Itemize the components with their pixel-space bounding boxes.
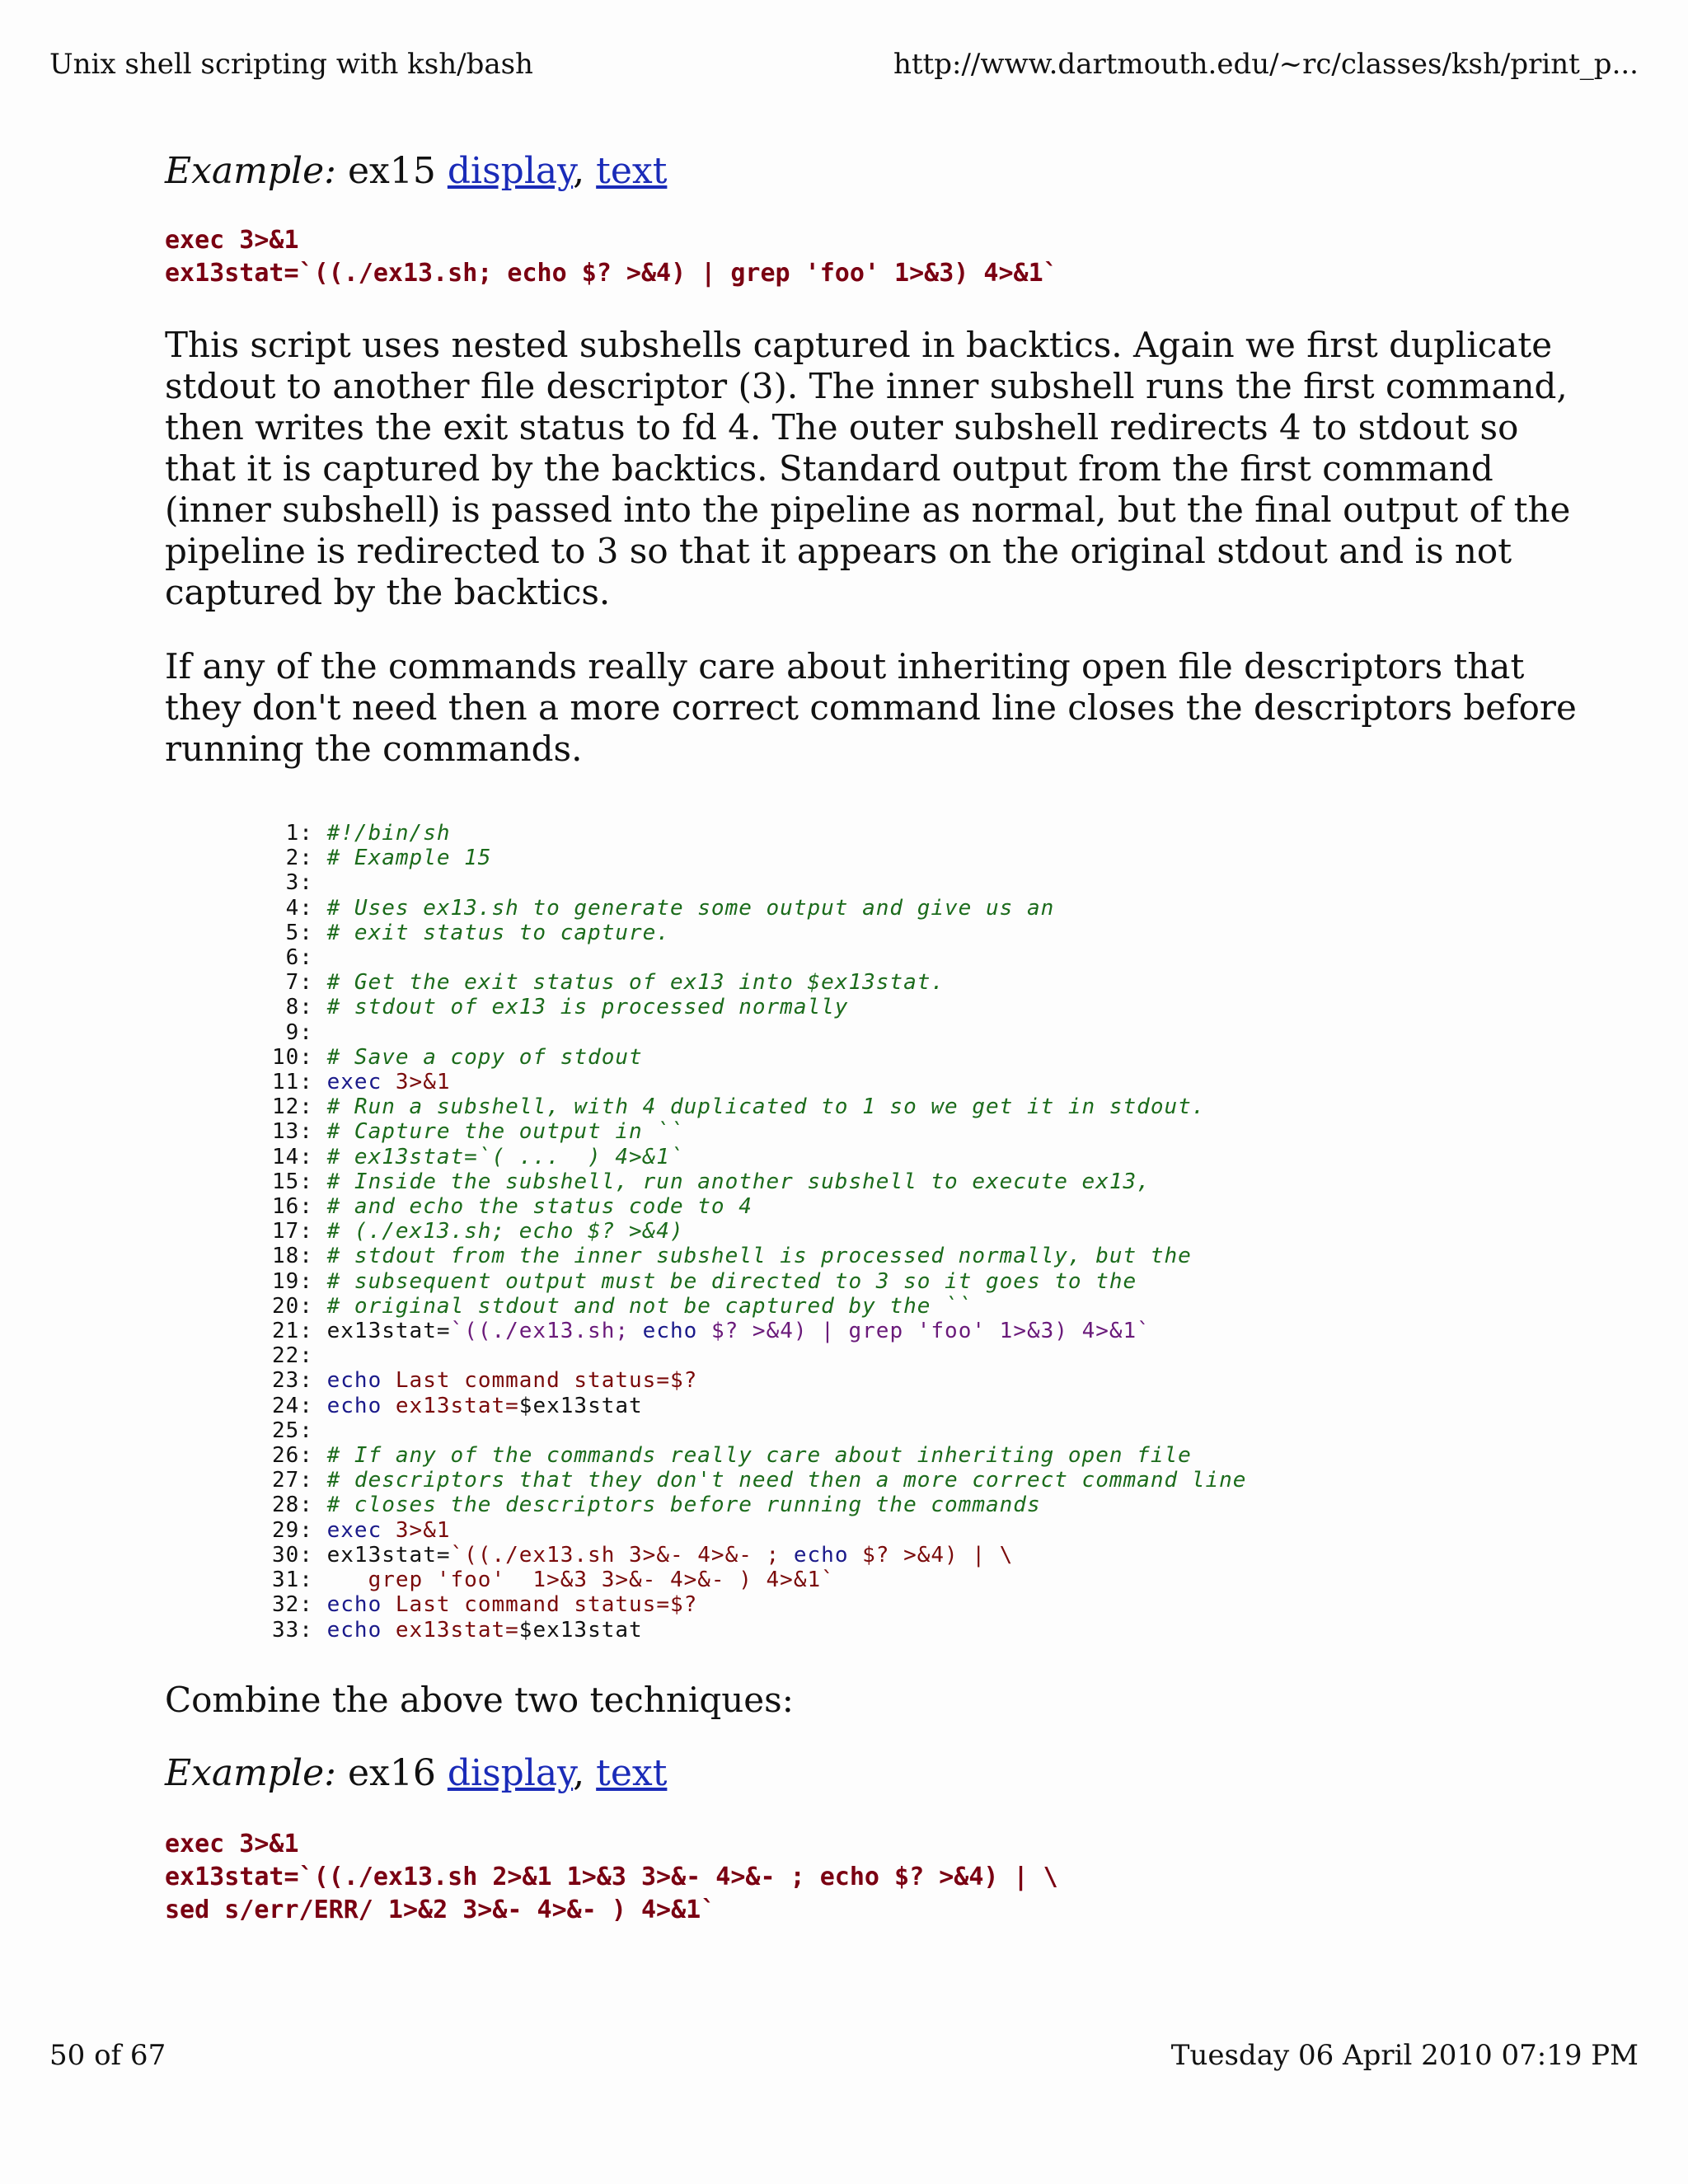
code-token: # subsequent output must be directed to 3 so it goes to the	[326, 1268, 1137, 1294]
code-token: # descriptors that they don't need then a more correct command line	[326, 1468, 1247, 1493]
code-token: grep 'foo' 1>&3 3>&- 4>&- ) 4>&1`	[326, 1568, 835, 1593]
code-token: # Run a subshell, with 4 duplicated to 1 so we get it in stdout.	[326, 1094, 1206, 1120]
code-token: 3>&1	[382, 1517, 451, 1543]
line-number: 30:	[272, 1542, 313, 1568]
code-token: echo	[326, 1617, 382, 1643]
example-name: ex16	[348, 1752, 436, 1794]
code-line	[272, 970, 1246, 995]
code-token: echo	[642, 1319, 698, 1344]
code-token: Last command status=$?	[382, 1592, 698, 1618]
code-token: # and echo the status code to 4	[326, 1194, 753, 1220]
paragraph-nested-subshells: This script uses nested subshells captured in backtics. Again we first duplicate stdout to another file descriptor (3). The inner subshell runs the first command, then writes the exit status to fd 4. The outer subshell redirects 4 to stdout so that it is captured by the backtics. Standard output from the first command (inner subshell) is passed into the pipeline as normal, but the final output of the pipeline is redirected to 3 so that it appears on the original stdout and is not captured by the backtics.	[165, 325, 1571, 612]
display-link[interactable]: display	[447, 1752, 574, 1794]
paragraph-combine: Combine the above two techniques:	[165, 1680, 794, 1720]
example-15-code: exec 3>&1 ex13stat=`((./ex13.sh; echo $? >&4) | grep 'foo' 1>&3) 4>&1`	[165, 226, 1058, 288]
code-line	[272, 1219, 1246, 1244]
code-token: Last command status=$?	[382, 1368, 698, 1394]
text-link[interactable]: text	[596, 150, 668, 192]
line-number: 6:	[272, 945, 313, 971]
code-token: # (./ex13.sh; echo $? >&4)	[326, 1219, 684, 1244]
line-number: 17:	[272, 1219, 313, 1244]
code-token: echo	[793, 1542, 849, 1568]
line-number: 1:	[272, 821, 313, 846]
code-line	[272, 1145, 1246, 1169]
code-token: # closes the descriptors before running the commands	[326, 1493, 1041, 1518]
page-timestamp: Tuesday 06 April 2010 07:19 PM	[1170, 2039, 1639, 2072]
code-line	[272, 945, 1246, 970]
code-token: # exit status to capture.	[326, 920, 670, 945]
line-number: 15:	[272, 1169, 313, 1194]
code-token: # ex13stat=`( ... ) 4>&1`	[326, 1144, 684, 1169]
code-line	[272, 1119, 1246, 1144]
code-token: echo	[326, 1592, 382, 1618]
code-token: echo	[326, 1368, 382, 1394]
line-number: 10:	[272, 1044, 313, 1070]
line-number: 31:	[272, 1568, 313, 1593]
code-token: ex13stat=	[382, 1617, 519, 1643]
code-line	[272, 1269, 1246, 1294]
line-number: 7:	[272, 970, 313, 996]
line-number: 21:	[272, 1319, 313, 1344]
code-line	[272, 1468, 1246, 1493]
line-number: 18:	[272, 1244, 313, 1269]
line-number: 29:	[272, 1517, 313, 1543]
code-line	[272, 1443, 1246, 1468]
code-token: `((./ex13.sh 3>&- 4>&- ;	[450, 1542, 794, 1568]
line-number: 25:	[272, 1418, 313, 1443]
code-token: $? >&4) | \	[848, 1542, 1014, 1568]
line-number: 32:	[272, 1592, 313, 1618]
code-token: #!/bin/sh	[326, 821, 451, 846]
line-number: 24:	[272, 1393, 313, 1418]
page-counter: 50 of 67	[49, 2039, 166, 2072]
code-token: ex13stat=	[382, 1393, 519, 1418]
example-15-line	[165, 150, 1582, 193]
display-link[interactable]: display	[447, 150, 574, 192]
code-token: $? >&4) | grep 'foo' 1>&3) 4>&1`	[697, 1319, 1151, 1344]
line-number: 2:	[272, 846, 313, 871]
code-token: # If any of the commands really care about inheriting open file	[326, 1443, 1192, 1469]
code-token: $ex13stat	[518, 1393, 643, 1418]
text-link[interactable]: text	[596, 1752, 668, 1794]
line-number: 11:	[272, 1070, 313, 1095]
line-number: 8:	[272, 995, 313, 1020]
code-line	[272, 1518, 1246, 1543]
code-token: exec	[326, 1070, 382, 1095]
code-token: # stdout of ex13 is processed normally	[326, 995, 849, 1020]
link-separator: ,	[573, 150, 585, 192]
code-line	[272, 1194, 1246, 1219]
code-line	[272, 1618, 1246, 1643]
code-token: exec	[326, 1517, 382, 1543]
code-line	[272, 1493, 1246, 1517]
code-line	[272, 1543, 1246, 1568]
code-listing	[272, 821, 1246, 1643]
paragraph-closing-descriptors: If any of the commands really care about inheriting open file descriptors that they don't need then a more correct command line closes the descriptors before running the commands.	[165, 646, 1577, 769]
code-token: 3>&1	[382, 1070, 451, 1095]
line-number: 14:	[272, 1144, 313, 1169]
code-line	[272, 1045, 1246, 1070]
code-line	[272, 1020, 1246, 1045]
code-token: `((./ex13.sh;	[450, 1319, 643, 1344]
code-line	[272, 1169, 1246, 1194]
code-line	[272, 821, 1246, 846]
code-token: # Inside the subshell, run another subshell to execute ex13,	[326, 1169, 1151, 1194]
code-line	[272, 1568, 1246, 1592]
line-number: 19:	[272, 1268, 313, 1294]
example-16-line	[165, 1752, 1582, 1795]
code-token: ex13stat=	[326, 1319, 451, 1344]
code-token: # Save a copy of stdout	[326, 1044, 643, 1070]
page-header-url: http://www.dartmouth.edu/~rc/classes/ksh/print_p...	[893, 48, 1639, 81]
line-number: 13:	[272, 1119, 313, 1145]
code-line	[272, 896, 1246, 921]
line-number: 12:	[272, 1094, 313, 1120]
code-token: # Get the exit status of ex13 into $ex13stat.	[326, 970, 945, 996]
code-line	[272, 1592, 1246, 1617]
line-number: 16:	[272, 1194, 313, 1220]
line-number: 9:	[272, 1019, 313, 1045]
line-number: 22:	[272, 1343, 313, 1369]
code-line	[272, 921, 1246, 945]
line-number: 33:	[272, 1617, 313, 1643]
code-token: # stdout from the inner subshell is processed normally, but the	[326, 1244, 1192, 1269]
code-token: # original stdout and not be captured by the ``	[326, 1293, 973, 1319]
example-label: Example:	[165, 1752, 336, 1794]
code-line	[272, 1070, 1246, 1094]
code-token: # Uses ex13.sh to generate some output and give us an	[326, 895, 1055, 921]
code-line	[272, 1343, 1246, 1368]
code-line	[272, 1094, 1246, 1119]
code-line	[272, 995, 1246, 1019]
line-number: 28:	[272, 1493, 313, 1518]
code-line	[272, 1394, 1246, 1418]
code-line	[272, 1294, 1246, 1319]
link-separator: ,	[573, 1752, 585, 1794]
line-number: 26:	[272, 1443, 313, 1469]
code-token: ex13stat=	[326, 1542, 451, 1568]
code-token: # Capture the output in ``	[326, 1119, 684, 1145]
code-line	[272, 870, 1246, 895]
code-line	[272, 846, 1246, 870]
code-line	[272, 1319, 1246, 1343]
line-number: 5:	[272, 920, 313, 945]
page-header-title: Unix shell scripting with ksh/bash	[49, 48, 533, 81]
line-number: 23:	[272, 1368, 313, 1394]
line-number: 20:	[272, 1293, 313, 1319]
line-number: 4:	[272, 895, 313, 921]
line-number: 3:	[272, 870, 313, 896]
code-token: # Example 15	[326, 846, 492, 871]
example-16-code: exec 3>&1 ex13stat=`((./ex13.sh 2>&1 1>&3 3>&- 4>&- ; echo $? >&4) | \ sed s/err/ERR/ 1>&2 3>&- 4>&- ) 4>&1`	[165, 1830, 1058, 1924]
example-name: ex15	[348, 150, 436, 192]
example-label: Example:	[165, 150, 336, 192]
code-token: echo	[326, 1393, 382, 1418]
line-number: 27:	[272, 1468, 313, 1493]
code-line	[272, 1368, 1246, 1393]
code-token: $ex13stat	[518, 1617, 643, 1643]
code-line	[272, 1244, 1246, 1268]
code-line	[272, 1418, 1246, 1443]
